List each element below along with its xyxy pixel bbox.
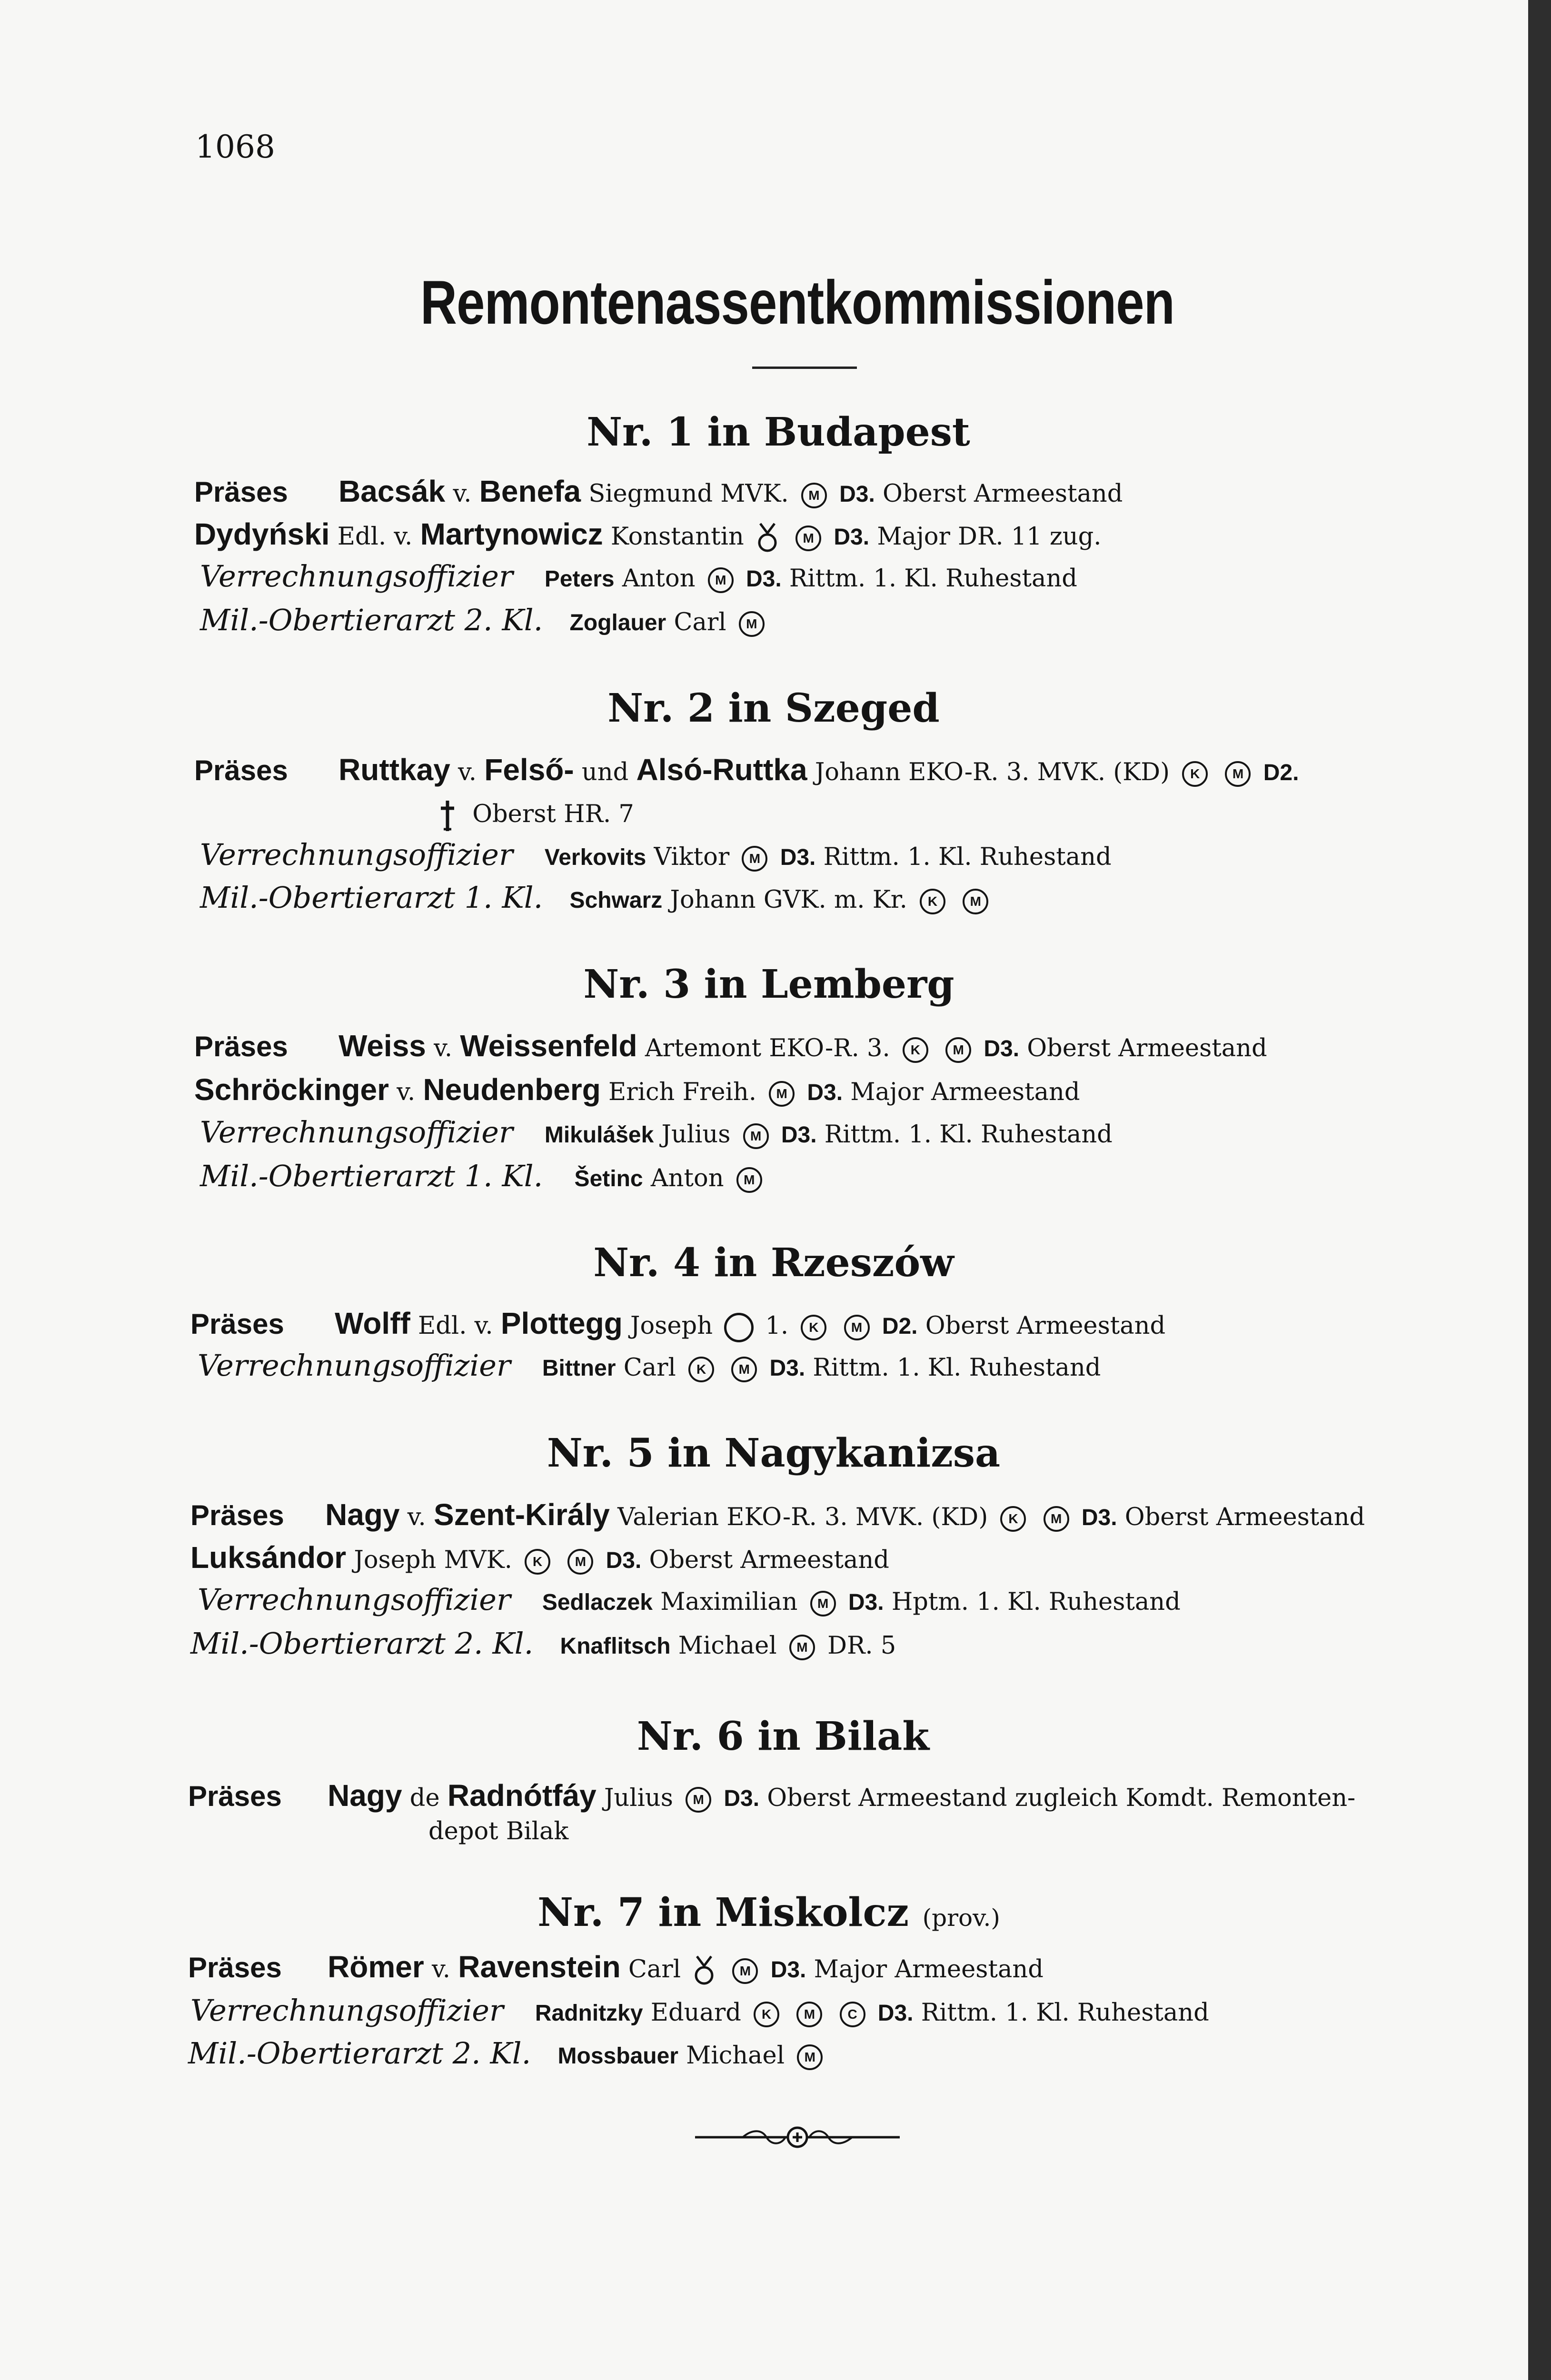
decoration-class: D2. bbox=[882, 1314, 918, 1339]
role-label: Präses bbox=[188, 1952, 282, 1983]
given-name: Anton bbox=[650, 1164, 724, 1192]
entry-line bbox=[188, 2036, 827, 2071]
surname: Bacsák bbox=[338, 474, 446, 508]
rank-status: Rittm. 1. Kl. bbox=[921, 1999, 1070, 2027]
surname-predicate: Felső- bbox=[484, 753, 574, 787]
page-title: Remontenassentkommissionen bbox=[420, 268, 1175, 337]
decoration-m-icon: M bbox=[810, 1591, 836, 1616]
surname-predicate: Plottegg bbox=[500, 1306, 623, 1340]
decoration-m-icon: M bbox=[789, 1635, 815, 1660]
scan-border bbox=[1528, 0, 1551, 2380]
decoration-m-icon: M bbox=[795, 526, 821, 551]
entry-line bbox=[194, 1074, 1080, 1107]
role-label: Präses bbox=[190, 1308, 284, 1340]
given-name: Julius bbox=[604, 1784, 673, 1812]
surname-predicate: Martynowicz bbox=[420, 517, 603, 551]
name-link: Edl. v. bbox=[418, 1312, 493, 1340]
entry-line bbox=[190, 1308, 1165, 1342]
role-label: Mil.-Obertierarzt 1. Kl. bbox=[200, 880, 543, 915]
role-label: Verrechnungsoffizier bbox=[198, 1348, 511, 1383]
given-name: Viktor bbox=[654, 843, 730, 871]
surname: Luksándor bbox=[190, 1540, 347, 1575]
entry-line bbox=[194, 754, 1299, 787]
surname: Sedlaczek bbox=[542, 1590, 653, 1615]
section-heading-rzeszow: Nr. 4 in Rzeszów bbox=[593, 1240, 954, 1286]
decoration-m-icon: M bbox=[736, 1167, 762, 1193]
end-ornament-icon bbox=[695, 2121, 900, 2154]
surname: Ruttkay bbox=[338, 753, 450, 787]
decoration-class: D3. bbox=[724, 1786, 760, 1811]
rank-status: Oberst Armeestand zugleich Komdt. Remonten- bbox=[767, 1784, 1356, 1812]
entry-line bbox=[200, 1161, 767, 1193]
surname: Mossbauer bbox=[557, 2043, 678, 2069]
order-class: 1. bbox=[765, 1312, 789, 1340]
surname-predicate: Weissenfeld bbox=[460, 1029, 637, 1063]
decoration-class: D3. bbox=[834, 525, 870, 550]
surname: Peters bbox=[544, 566, 615, 592]
rank-status: Oberst HR. 7 bbox=[472, 800, 634, 828]
decoration-m-icon: M bbox=[567, 1549, 593, 1575]
entry-line bbox=[194, 1031, 1267, 1063]
decoration-class: D3. bbox=[606, 1548, 642, 1573]
surname-predicate: Szent-Király bbox=[434, 1497, 610, 1532]
surname: Schwarz bbox=[569, 888, 663, 913]
decoration-m-icon: M bbox=[686, 1787, 711, 1813]
page-number: 1068 bbox=[195, 129, 275, 165]
name-link: v. bbox=[407, 1503, 426, 1531]
decoration-class: D3. bbox=[984, 1036, 1020, 1061]
name-link: v. bbox=[432, 1955, 450, 1983]
rank-status: Oberst Armeestand bbox=[925, 1312, 1166, 1340]
decoration-m-icon: M bbox=[844, 1315, 870, 1340]
surname: Knaflitsch bbox=[560, 1634, 671, 1659]
decoration-m-icon: M bbox=[801, 483, 827, 508]
surname-predicate: Benefa bbox=[479, 474, 581, 508]
decoration-k-icon: K bbox=[801, 1315, 826, 1340]
entry-line bbox=[190, 1993, 1209, 2028]
role-label: Verrechnungsoffizier bbox=[200, 559, 513, 594]
entry-line bbox=[200, 605, 769, 637]
surname: Schröckinger bbox=[194, 1072, 389, 1107]
entry-line bbox=[188, 1952, 1044, 1988]
entry-line bbox=[194, 519, 1101, 555]
role-label: Mil.-Obertierarzt 2. Kl. bbox=[188, 2036, 531, 2071]
decoration-class: D3. bbox=[780, 845, 816, 870]
rank-status: Rittm. 1. Kl. Ruhestand bbox=[824, 1121, 1113, 1149]
officer-cross-icon bbox=[438, 799, 457, 833]
entry-line bbox=[428, 1819, 568, 1844]
entry-details: Erich Freih. bbox=[608, 1078, 756, 1106]
decoration-class: D3. bbox=[769, 1356, 805, 1381]
rank-status: Oberst Armeestand bbox=[1124, 1503, 1365, 1531]
section-heading-szeged: Nr. 2 in Szeged bbox=[607, 685, 940, 731]
decoration-class: D3. bbox=[839, 482, 875, 507]
entry-details: Artemont EKO-R. 3. bbox=[645, 1034, 890, 1062]
role-label: Verrechnungsoffizier bbox=[200, 1115, 513, 1150]
decoration-m-icon: M bbox=[743, 1123, 769, 1149]
entry-details: Johann EKO-R. 3. MVK. (KD) bbox=[815, 758, 1170, 786]
decoration-c-icon: C bbox=[840, 2002, 865, 2027]
given-name: Julius bbox=[661, 1121, 731, 1149]
rank-status-continued: depot Bilak bbox=[428, 1817, 569, 1845]
surname-predicate: Radnótfáy bbox=[447, 1778, 597, 1813]
section-heading-bilak: Nr. 6 in Bilak bbox=[636, 1714, 930, 1759]
decoration-k-icon: K bbox=[903, 1037, 928, 1063]
decoration-m-icon: M bbox=[1044, 1506, 1069, 1532]
surname: Mikulášek bbox=[544, 1122, 654, 1148]
entry-line bbox=[190, 1499, 1365, 1532]
decoration-m-icon: M bbox=[731, 1357, 757, 1382]
role-label: Verrechnungsoffizier bbox=[200, 837, 513, 872]
rank-status-tail: Ruhestand bbox=[1077, 1999, 1209, 2027]
surname: Nagy bbox=[328, 1778, 402, 1813]
surname: Bittner bbox=[542, 1356, 616, 1381]
role-label: Verrechnungsoffizier bbox=[198, 1582, 511, 1617]
decoration-m-icon: M bbox=[945, 1037, 971, 1063]
given-name: Michael bbox=[678, 1632, 777, 1660]
entry-line bbox=[198, 1582, 1181, 1617]
rank-status: Major Armeestand bbox=[814, 1955, 1044, 1983]
rank-status: Rittm. 1. Kl. Ruhestand bbox=[813, 1354, 1101, 1382]
decoration-m-icon: M bbox=[742, 846, 767, 872]
name-link: v. bbox=[458, 758, 477, 786]
surname: Šetinc bbox=[574, 1166, 643, 1191]
title-divider bbox=[752, 367, 857, 369]
role-label: Präses bbox=[190, 1499, 284, 1531]
entry-line bbox=[200, 880, 993, 915]
decoration-m-icon: M bbox=[732, 1958, 758, 1984]
role-label: Präses bbox=[188, 1780, 282, 1812]
decoration-k-icon: K bbox=[525, 1549, 550, 1575]
surname-predicate: Neudenberg bbox=[423, 1072, 601, 1107]
entry-details: Johann GVK. m. Kr. bbox=[670, 886, 907, 914]
entry-line bbox=[198, 1348, 1101, 1383]
surname: Weiss bbox=[338, 1029, 426, 1063]
decoration-class: D2. bbox=[1263, 760, 1299, 785]
heading-suffix: (prov.) bbox=[922, 1904, 1000, 1932]
entry-line bbox=[188, 1780, 1355, 1813]
rank-status: Hptm. 1. Kl. Ruhestand bbox=[891, 1588, 1181, 1616]
decoration-m-icon: M bbox=[797, 2044, 823, 2070]
decoration-class: D3. bbox=[746, 566, 782, 592]
rank-status: Rittm. 1. Kl. Ruhestand bbox=[789, 565, 1077, 593]
surname: Verkovits bbox=[544, 845, 646, 870]
rank-status: Oberst Armeestand bbox=[649, 1546, 889, 1574]
role-label: Mil.-Obertierarzt 2. Kl. bbox=[190, 1626, 534, 1661]
entry-line bbox=[200, 1115, 1113, 1150]
role-label: Präses bbox=[194, 754, 288, 786]
rank-status: Major DR. 11 zug. bbox=[877, 523, 1102, 551]
given-name: Eduard bbox=[650, 1999, 741, 2027]
surname: Nagy bbox=[325, 1497, 400, 1532]
role-label: Verrechnungsoffizier bbox=[190, 1993, 504, 2028]
order-ring-icon bbox=[724, 1313, 754, 1342]
surname-predicate: Ravenstein bbox=[458, 1950, 621, 1984]
decoration-k-icon: K bbox=[920, 889, 945, 914]
decoration-k-icon: K bbox=[754, 2002, 779, 2027]
name-link: de bbox=[409, 1784, 440, 1812]
given-name: Michael bbox=[686, 2042, 785, 2070]
surname: Wolff bbox=[335, 1306, 410, 1340]
rank-status: Major Armeestand bbox=[850, 1078, 1080, 1106]
entry-line bbox=[200, 837, 1112, 872]
given-name: Joseph bbox=[630, 1312, 713, 1340]
given-name: Maximilian bbox=[660, 1588, 798, 1616]
name-link: und bbox=[581, 758, 629, 786]
entry-details: Konstantin bbox=[610, 523, 744, 551]
decoration-m-icon: M bbox=[708, 567, 734, 593]
decoration-class: D3. bbox=[807, 1080, 843, 1105]
entry-line bbox=[200, 559, 1077, 594]
entry-line bbox=[194, 476, 1123, 508]
medal-icon bbox=[693, 1954, 715, 1988]
rank-status: Rittm. 1. Kl. Ruhestand bbox=[823, 843, 1112, 871]
section-heading-lemberg: Nr. 3 in Lemberg bbox=[583, 962, 954, 1007]
decoration-class: D3. bbox=[770, 1957, 806, 1983]
entry-line bbox=[190, 1542, 889, 1575]
decoration-m-icon: M bbox=[1225, 761, 1251, 787]
decoration-class: D3. bbox=[848, 1590, 884, 1615]
decoration-class: D3. bbox=[781, 1122, 817, 1148]
surname: Zoglauer bbox=[569, 610, 666, 635]
surname: Radnitzky bbox=[535, 2001, 643, 2026]
entry-line bbox=[438, 799, 634, 833]
entry-details: Valerian EKO-R. 3. MVK. (KD) bbox=[617, 1503, 988, 1531]
given-name: Carl bbox=[623, 1354, 676, 1382]
role-label: Präses bbox=[194, 1031, 288, 1062]
entry-line bbox=[190, 1626, 896, 1661]
decoration-k-icon: K bbox=[1182, 761, 1208, 787]
surname-predicate: Alsó-Ruttka bbox=[636, 753, 807, 787]
entry-details: Siegmund MVK. bbox=[588, 480, 789, 508]
name-link: v. bbox=[434, 1034, 453, 1062]
name-link: Edl. v. bbox=[337, 523, 413, 551]
decoration-k-icon: K bbox=[1000, 1506, 1026, 1532]
section-heading-nagykanizsa: Nr. 5 in Nagykanizsa bbox=[547, 1430, 1001, 1476]
decoration-class: D3. bbox=[877, 2001, 914, 2026]
rank-status: DR. 5 bbox=[827, 1632, 896, 1660]
decoration-m-icon: M bbox=[963, 889, 988, 914]
entry-details: Joseph MVK. bbox=[354, 1546, 512, 1574]
section-heading-miskolcz bbox=[0, 1890, 1533, 1935]
decoration-m-icon: M bbox=[769, 1081, 795, 1107]
surname: Römer bbox=[328, 1950, 424, 1984]
rank-status: Oberst Armeestand bbox=[1027, 1034, 1267, 1062]
section-heading-text: Nr. 7 in Miskolcz bbox=[537, 1890, 909, 1935]
decoration-m-icon: M bbox=[739, 611, 765, 637]
role-label: Präses bbox=[194, 476, 288, 508]
name-link: v. bbox=[453, 480, 472, 508]
decoration-class: D3. bbox=[1081, 1505, 1117, 1530]
rank-status: Oberst Armeestand bbox=[883, 480, 1123, 508]
role-label: Mil.-Obertierarzt 1. Kl. bbox=[200, 1159, 543, 1193]
decoration-m-icon: M bbox=[796, 2002, 822, 2027]
role-label: Mil.-Obertierarzt 2. Kl. bbox=[200, 603, 543, 637]
given-name: Carl bbox=[628, 1955, 681, 1983]
given-name: Anton bbox=[622, 565, 696, 593]
decoration-k-icon: K bbox=[688, 1357, 714, 1382]
medal-icon bbox=[756, 522, 778, 555]
name-link: v. bbox=[397, 1078, 416, 1106]
section-heading-budapest: Nr. 1 in Budapest bbox=[587, 409, 970, 455]
given-name: Carl bbox=[674, 608, 726, 636]
surname: Dydyński bbox=[194, 517, 330, 551]
